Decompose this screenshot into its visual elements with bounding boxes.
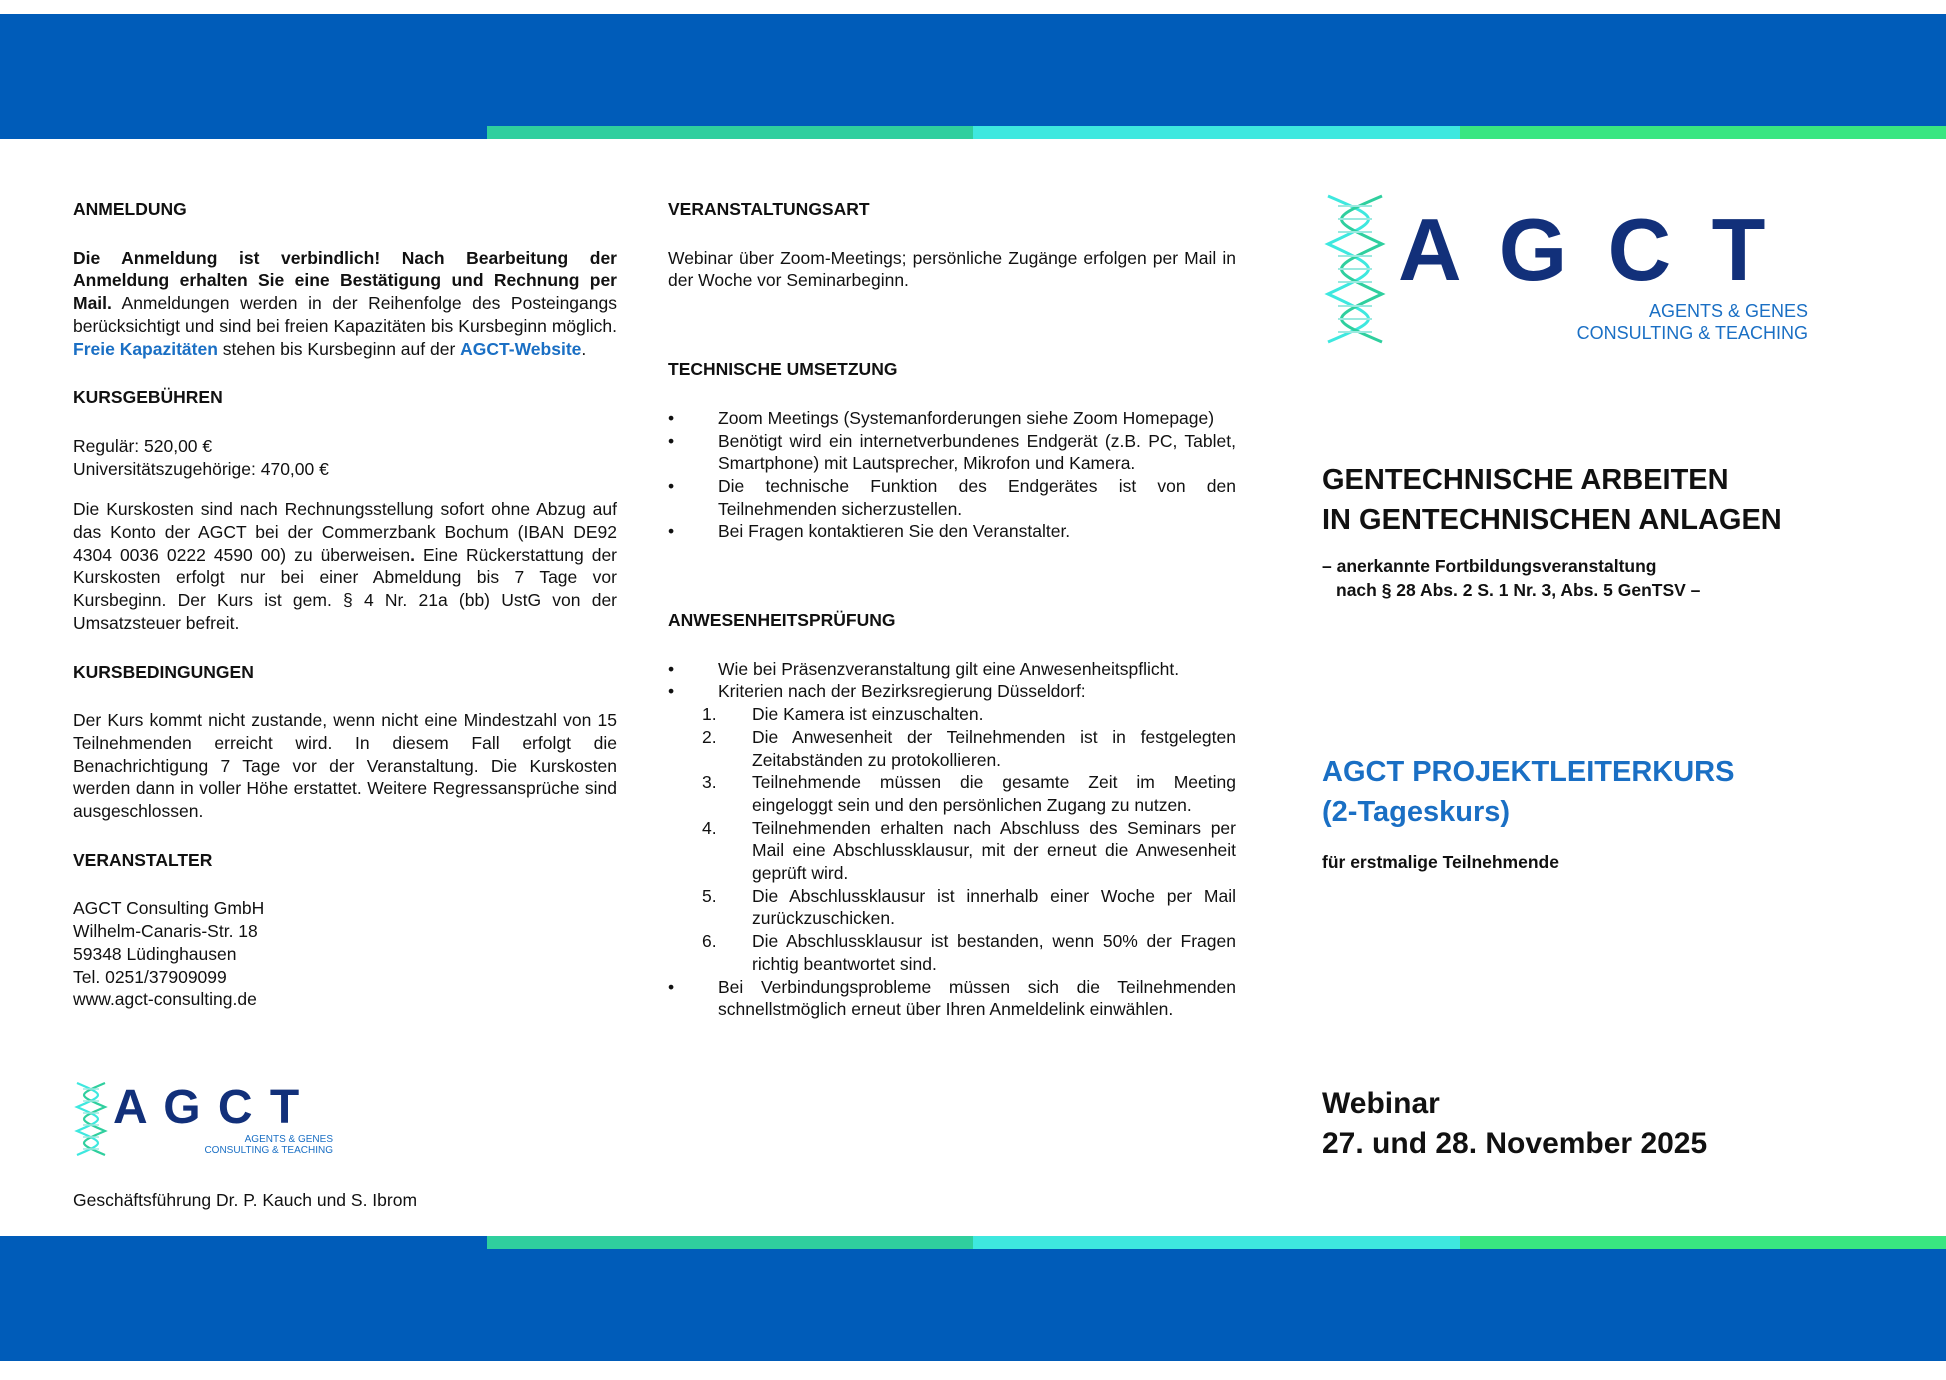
list-item: • Benötigt wird ein internetverbundenes Endgerät (z.B. PC, Tablet, Smartphone) mit Lautsprecher, Mikrofon und Kamera. [668, 430, 1236, 475]
criteria-item [702, 817, 1236, 885]
event-date: 27. und 28. November 2025 [1322, 1127, 1708, 1160]
anwesenheit-list-end [668, 976, 1236, 1021]
heading-kursgebuehren: KURSGEBÜHREN [73, 387, 223, 408]
list-item: • Kriterien nach der Bezirksregierung Düsseldorf: [668, 680, 1236, 703]
fee-text-a: Die Kurskosten sind nach Rechnungsstellung sofort ohne Abzug auf das Konto der AGCT bei der Commerzbank Bochum (IBAN DE92 4304 0036 0222 4590 00) zu überweisen [73, 499, 617, 565]
agct-logo-large [1322, 190, 1808, 348]
criteria-number: 6. [702, 931, 717, 952]
anmeldung-bold-lead: Die Anmeldung ist verbindlich! Nach Bearbeitung der Anmeldung erhalten Sie eine Bestätigung und Rechnung per Mail. [73, 247, 617, 314]
column-left [73, 198, 617, 1212]
header-stripe [0, 126, 1946, 139]
title-line-2: IN GENTECHNISCHEN ANLAGEN [1322, 504, 1782, 536]
criteria-text: Die Anwesenheit der Teilnehmenden ist in festgelegten Zeitabständen zu protokollieren. [752, 726, 1236, 770]
course-title [1322, 752, 1882, 832]
criteria-number: 3. [702, 772, 717, 793]
anmeldung-text-a: Anmeldungen werden in der Reihenfolge des Posteingangs berücksichtigt und sind bei freien Kapazitäten bis Kursbeginn möglich. [73, 293, 617, 336]
link-agct-website[interactable]: AGCT-Website [460, 338, 582, 359]
criteria-text: Die Abschlussklausur ist bestanden, wenn 50% der Fragen richtig beantwortet sind. [752, 931, 1236, 974]
title-subtitle [1322, 554, 1882, 602]
course-line-2: (2-Tageskurs) [1322, 796, 1511, 828]
criteria-item [702, 930, 1236, 975]
footer-management: Geschäftsführung Dr. P. Kauch und S. Ibrom [73, 1189, 418, 1210]
bedingungen-text: Der Kurs kommt nicht zustande, wenn nicht eine Mindestzahl von 15 Teilnehmenden erreicht wird. In diesem Fall erfolgt die Benachrichtigung 7 Tage vor der Veranstaltung. Die Kurskosten werden dann in voller Höhe erstattet. Weitere Regressansprüche sind ausgeschlossen. [73, 710, 617, 822]
veranstalter-line: 59348 Lüdinghausen [73, 943, 237, 964]
anmeldung-text-c: . [581, 338, 587, 359]
list-item: • Die technische Funktion des Endgerätes ist von den Teilnehmenden sicherzustellen. [668, 475, 1236, 520]
event-format: Webinar [1322, 1087, 1440, 1120]
logo-subline-2: CONSULTING & TEACHING [1576, 323, 1808, 343]
footer-band [0, 1249, 1946, 1361]
footer-stripe [0, 1236, 1946, 1249]
veranstalter-line: Wilhelm-Canaris-Str. 18 [73, 921, 258, 942]
heading-veranstaltungsart: VERANSTALTUNGSART [668, 199, 870, 219]
header-band [0, 14, 1946, 126]
course-line-1: AGCT PROJEKTLEITERKURS [1322, 756, 1735, 788]
criteria-number: 5. [702, 885, 717, 906]
heading-technische-umsetzung: TECHNISCHE UMSETZUNG [668, 359, 898, 380]
list-item: • Bei Fragen kontaktieren Sie den Veranstalter. [668, 520, 1236, 543]
main-title [1322, 460, 1882, 540]
fee-university: Universitätszugehörige: 470,00 € [73, 458, 329, 479]
heading-kursbedingungen: KURSBEDINGUNGEN [73, 661, 254, 682]
dna-icon [73, 1081, 109, 1159]
list-item: • Wie bei Präsenzveranstaltung gilt eine Anwesenheitspflicht. [668, 658, 1236, 681]
anmeldung-text [73, 247, 617, 361]
veranstalter-address [73, 897, 617, 1011]
veranstaltungsart-text: Webinar über Zoom-Meetings; persönliche Zugänge erfolgen per Mail in der Woche vor Seminarbeginn. [668, 247, 1236, 291]
fee-text-dot: . [410, 544, 415, 565]
logo-subline-1: AGENTS & GENES [1648, 301, 1808, 321]
logo-subline-2: CONSULTING & TEACHING [204, 1144, 333, 1156]
course-audience: für erstmalige Teilnehmende [1322, 852, 1559, 872]
fee-regular: Regulär: 520,00 € [73, 435, 213, 456]
criteria-number: 2. [702, 726, 717, 747]
list-item: • Bei Verbindungsprobleme müssen sich die Teilnehmenden schnellstmöglich erneut über Ihren Anmeldelink einwählen. [668, 976, 1236, 1021]
criteria-number: 4. [702, 817, 717, 838]
criteria-text: Die Abschlussklausur ist innerhalb einer Woche per Mail zurückzuschicken. [752, 885, 1236, 929]
column-middle [668, 198, 1236, 1021]
title-line-1: GENTECHNISCHE ARBEITEN [1322, 464, 1729, 496]
subtitle-line-1: – anerkannte Fortbildungsveranstaltung [1322, 556, 1657, 576]
technik-list [668, 407, 1236, 543]
criteria-item [702, 703, 1236, 726]
criteria-item [702, 726, 1236, 771]
list-item: • Zoom Meetings (Systemanforderungen siehe Zoom Homepage) [668, 407, 1236, 430]
veranstalter-line: Tel. 0251/37909099 [73, 966, 227, 987]
logo-subline-1: AGENTS & GENES [244, 1133, 333, 1145]
event-info [1322, 1084, 1882, 1164]
criteria-item [702, 885, 1236, 930]
dna-icon [1322, 194, 1388, 344]
subtitle-line-2: nach § 28 Abs. 2 S. 1 Nr. 3, Abs. 5 GenTSV – [1336, 580, 1701, 600]
anmeldung-text-b: stehen bis Kursbeginn auf der [217, 338, 461, 359]
criteria-text: Teilnehmenden erhalten nach Abschluss des Seminars per Mail eine Abschlussklausur, mit der erneut die Anwesenheit geprüft wird. [752, 817, 1236, 884]
criteria-text: Die Kamera ist einzuschalten. [752, 704, 984, 725]
column-right [1322, 190, 1882, 1164]
anwesenheit-criteria [668, 703, 1236, 975]
heading-veranstalter: VERANSTALTER [73, 849, 213, 870]
heading-anwesenheitspruefung: ANWESENHEITSPRÜFUNG [668, 610, 896, 631]
heading-anmeldung: ANMELDUNG [73, 199, 187, 219]
logo-letters: A G C T [1398, 200, 1774, 299]
link-freie-kapazitaeten[interactable]: Freie Kapazitäten [73, 338, 218, 359]
criteria-number: 1. [702, 704, 717, 725]
criteria-text: Teilnehmende müssen die gesamte Zeit im Meeting eingeloggt sein und den persönlichen Zugang zu nutzen. [752, 772, 1236, 815]
veranstalter-website[interactable]: www.agct-consulting.de [73, 989, 257, 1010]
criteria-item [702, 771, 1236, 816]
fee-text [73, 498, 617, 634]
anwesenheit-list [668, 658, 1236, 703]
fee-text-b: Eine Rückerstattung der Kurskosten erfolgt nur bei einer Abmeldung bis 7 Tage vor Kursbeginn. Der Kurs ist gem. § 4 Nr. 21a (bb) UstG von der Umsatzsteuer befreit. [73, 544, 618, 633]
veranstalter-line: AGCT Consulting GmbH [73, 898, 265, 919]
agct-logo-small [73, 1081, 333, 1159]
logo-letters: A G C T [113, 1080, 302, 1134]
